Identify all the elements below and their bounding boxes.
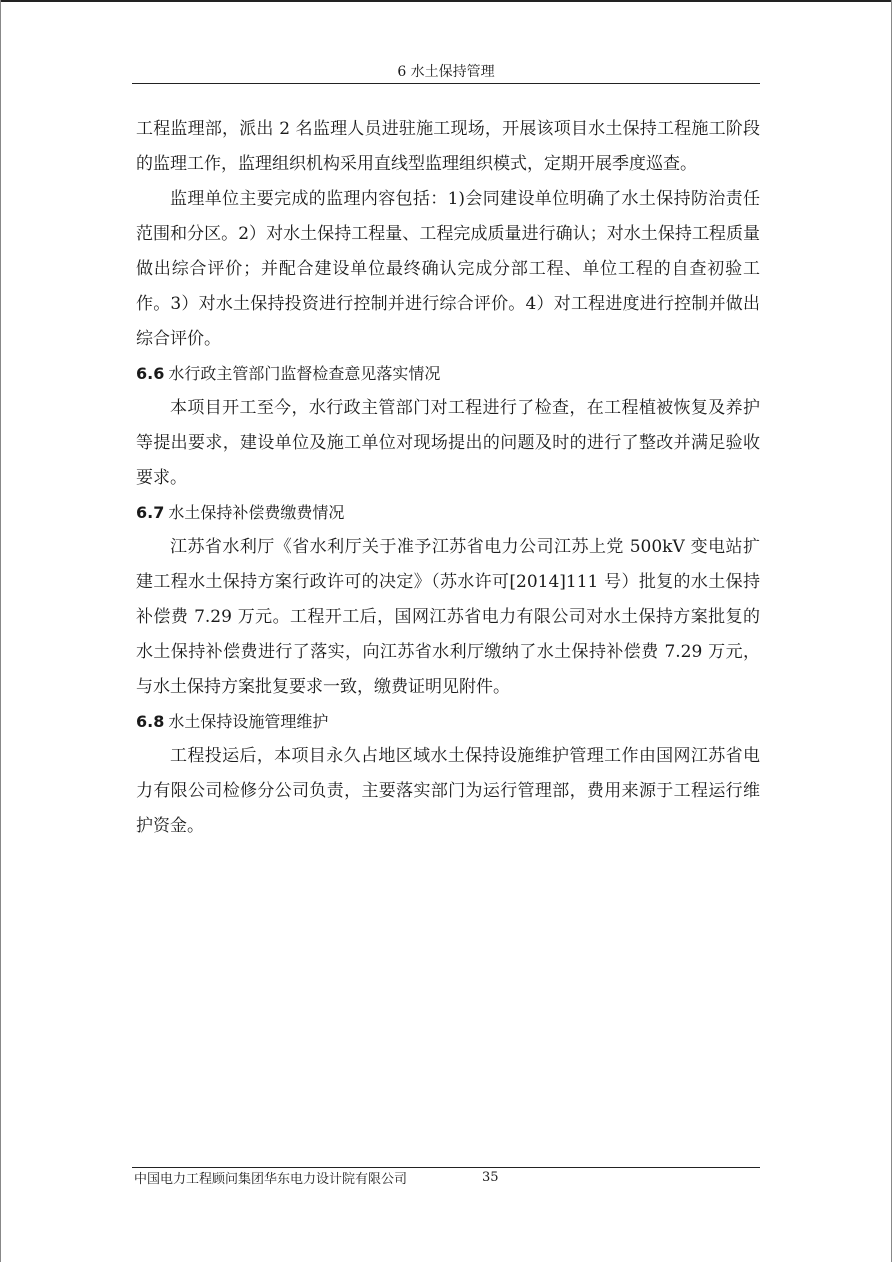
section-number: 6.7 [136, 503, 165, 522]
header-rule [132, 83, 760, 84]
paragraph-continued: 工程监理部，派出 2 名监理人员进驻施工现场，开展该项目水土保持工程施工阶段的监理工作，监理组织机构采用直线型监理组织模式，定期开展季度巡查。 [136, 119, 760, 174]
page-number: 35 [482, 1170, 499, 1185]
section-heading-6-6 [136, 357, 760, 391]
section-title: 水土保持补偿费缴费情况 [168, 503, 345, 522]
paragraph-section-6-7: 江苏省水利厅《省水利厅关于准予江苏省电力公司江苏上党 500kV 变电站扩建工程水土保持方案行政许可的决定》（苏水许可[2014]111 号）批复的水土保持补偿费 7.29 万元。工程开工后，国网江苏省电力有限公司对水土保持方案批复的水土保持补偿费进行了落实，向江苏省水利厅缴纳了水土保持补偿费 7.29 万元，与水土保持方案批复要求一致，缴费证明见附件。 [136, 537, 760, 697]
footer-rule [132, 1167, 760, 1168]
page-top-border [0, 0, 892, 2]
page-left-border [0, 0, 1, 1262]
section-title: 水土保持设施管理维护 [168, 712, 329, 731]
page-body [136, 112, 760, 844]
footer-organization: 中国电力工程顾问集团华东电力设计院有限公司 [134, 1172, 408, 1187]
section-number: 6.8 [136, 712, 165, 731]
paragraph-section-6-8: 工程投运后，本项目永久占地区域水土保持设施维护管理工作由国网江苏省电力有限公司检修分公司负责，主要落实部门为运行管理部，费用来源于工程运行维护资金。 [136, 746, 760, 836]
running-header: 6 水土保持管理 [397, 64, 495, 80]
paragraph-section-6-6: 本项目开工至今，水行政主管部门对工程进行了检查，在工程植被恢复及养护等提出要求，建设单位及施工单位对现场提出的问题及时的进行了整改并满足验收要求。 [136, 398, 760, 488]
section-heading-6-7 [136, 496, 760, 530]
paragraph-supervision-content: 监理单位主要完成的监理内容包括：1)会同建设单位明确了水土保持防治责任范围和分区。2）对水土保持工程量、工程完成质量进行确认；对水土保持工程质量做出综合评价；并配合建设单位最终确认完成分部工程、单位工程的自查初验工作。3）对水土保持投资进行控制并进行综合评价。4）对工程进度进行控制并做出综合评价。 [136, 189, 760, 349]
section-heading-6-8 [136, 705, 760, 739]
section-number: 6.6 [136, 364, 165, 383]
section-title: 水行政主管部门监督检查意见落实情况 [168, 364, 441, 383]
